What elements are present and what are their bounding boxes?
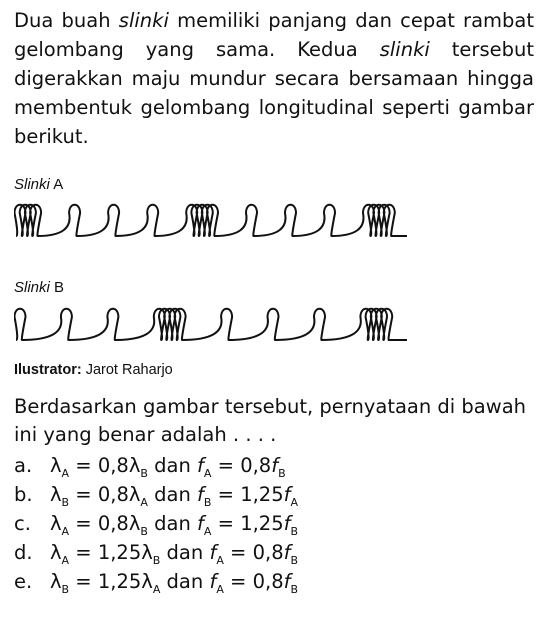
subscript: A (203, 467, 212, 480)
equation (209, 541, 299, 567)
equals-sign: = (75, 512, 92, 535)
equation (50, 541, 161, 567)
equals-sign: = (75, 454, 92, 477)
conjunction: dan (166, 541, 204, 564)
slinky-b-letter: B (54, 279, 65, 296)
frequency-symbol: f (197, 454, 204, 477)
subscript: B (290, 525, 299, 538)
subscript: A (140, 496, 148, 509)
lambda-symbol: λ (50, 483, 62, 506)
slinky-a-coil (14, 196, 409, 244)
conjunction: dan (154, 454, 191, 477)
subscript: B (290, 554, 299, 567)
problem-intro (14, 6, 534, 151)
option-key: b. (14, 483, 33, 506)
lambda-symbol: λ (141, 570, 153, 593)
equation (50, 512, 148, 538)
option-key: a. (14, 454, 33, 477)
equation (197, 454, 286, 480)
intro-term: slinki (379, 38, 430, 61)
slinky-a-word: Slinki (14, 176, 50, 193)
option-key: c. (14, 512, 31, 535)
question-stem (14, 393, 534, 449)
lambda-symbol: λ (50, 541, 62, 564)
equals-sign: = (75, 483, 92, 506)
illustrator-credit (14, 362, 173, 378)
frequency-symbol: f (197, 483, 204, 506)
frequency-symbol: f (197, 512, 204, 535)
answer-option[interactable] (14, 509, 534, 538)
lambda-symbol: λ (50, 570, 62, 593)
frequency-symbol: f (271, 454, 279, 477)
subscript: B (140, 467, 148, 480)
subscript: B (278, 467, 286, 480)
coefficient: 1,25 (240, 483, 284, 506)
credit-name: Jarot Raharjo (85, 362, 173, 378)
subscript: B (203, 496, 212, 509)
lambda-symbol: λ (128, 512, 141, 535)
equals-sign: = (75, 570, 92, 593)
coefficient: 0,8 (97, 483, 129, 506)
lambda-symbol: λ (50, 454, 62, 477)
coil-path (15, 205, 408, 236)
subscript: A (61, 554, 70, 567)
equation (209, 570, 299, 596)
option-key: e. (14, 570, 33, 593)
equals-sign: = (217, 483, 234, 506)
subscript: A (203, 525, 212, 538)
slinky-b-coil (14, 300, 409, 348)
equation (197, 483, 299, 509)
coefficient: 0,8 (97, 454, 129, 477)
frequency-symbol: f (283, 541, 291, 564)
equals-sign: = (217, 512, 234, 535)
slinky-a-letter: A (53, 176, 64, 193)
slinky-a-label (14, 176, 63, 193)
coefficient: 0,8 (97, 512, 129, 535)
option-key: d. (14, 541, 33, 564)
coefficient: 1,25 (97, 541, 142, 564)
coefficient: 1,25 (97, 570, 142, 593)
coefficient: 1,25 (240, 512, 284, 535)
lambda-symbol: λ (50, 512, 62, 535)
coefficient: 0,8 (252, 570, 284, 593)
intro-text: tersebut digerakkan maju mundur secara bersamaan hingga membentuk gelombang longitudinal seperti gambar berikut. (14, 38, 534, 148)
question-text: Berdasarkan gambar tersebut, pernyataan di bawah ini yang benar adalah . . . . (14, 395, 526, 446)
equation (197, 512, 299, 538)
lambda-symbol: λ (141, 541, 153, 564)
subscript: A (216, 583, 224, 596)
equals-sign: = (217, 454, 234, 477)
slinky-b-word: Slinki (14, 279, 50, 296)
subscript: B (61, 496, 70, 509)
frequency-symbol: f (283, 570, 291, 593)
intro-text: Dua buah (14, 9, 119, 32)
lambda-symbol: λ (128, 454, 141, 477)
coefficient: 0,8 (252, 541, 284, 564)
equals-sign: = (75, 541, 92, 564)
equation (50, 454, 148, 480)
credit-label: Ilustrator: (14, 362, 82, 378)
subscript: A (61, 525, 70, 538)
equals-sign: = (230, 541, 247, 564)
subscript: A (152, 583, 161, 596)
subscript: B (140, 525, 148, 538)
equation (50, 483, 148, 509)
subscript: B (152, 554, 161, 567)
conjunction: dan (154, 512, 191, 535)
lambda-symbol: λ (128, 483, 141, 506)
answer-option[interactable] (14, 480, 534, 509)
answer-option[interactable] (14, 538, 534, 567)
frequency-symbol: f (283, 483, 291, 506)
answer-option[interactable] (14, 451, 534, 480)
slinky-b-label (14, 279, 64, 296)
frequency-symbol: f (209, 541, 217, 564)
coil-path (15, 309, 408, 340)
subscript: A (290, 496, 299, 509)
frequency-symbol: f (283, 512, 291, 535)
subscript: A (61, 467, 70, 480)
subscript: A (216, 554, 224, 567)
subscript: B (290, 583, 299, 596)
subscript: B (61, 583, 70, 596)
equals-sign: = (230, 570, 247, 593)
intro-term: slinki (118, 9, 169, 32)
conjunction: dan (166, 570, 204, 593)
answer-options (14, 451, 534, 596)
intro-text: memiliki panjang dan cepat rambat gelombang yang sama. Kedua (14, 9, 534, 61)
conjunction: dan (154, 483, 191, 506)
coefficient: 0,8 (240, 454, 272, 477)
intro-paragraph (14, 6, 534, 151)
answer-option[interactable] (14, 567, 534, 596)
frequency-symbol: f (209, 570, 217, 593)
equation (50, 570, 161, 596)
